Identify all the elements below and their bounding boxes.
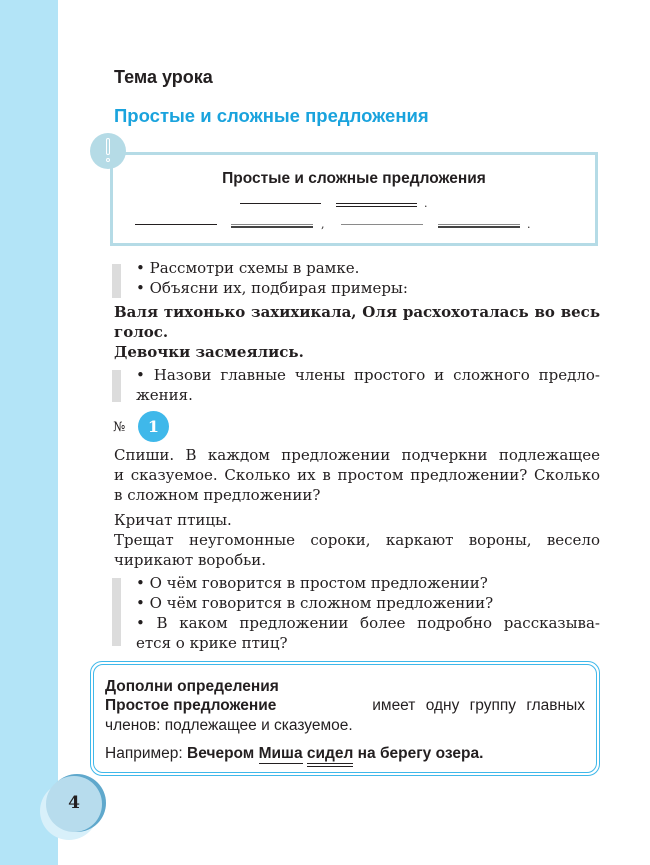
exercise-number-badge: 1 <box>138 411 169 442</box>
task-bullet: • Объясни их, подбирая примеры: <box>136 279 408 297</box>
example-word: Вечером <box>187 745 255 762</box>
exercise-sentence-2-line2: чирикают воробьи. <box>114 551 267 569</box>
scheme-comma: , <box>321 218 325 231</box>
task-marker-bar <box>112 578 121 646</box>
scheme-period: . <box>424 197 428 210</box>
definition-term: Простое предложение <box>105 697 277 714</box>
example-predicate: сидел <box>307 745 353 767</box>
scheme-subject-line <box>240 203 321 204</box>
topic-title: Простые и сложные предложения <box>114 105 429 126</box>
question-bullet-cont: ется о крике птиц? <box>136 634 288 652</box>
exercise-sentence-2-line1: Трещат неугомонные сороки, каркают вороны, весело <box>114 531 600 549</box>
task-marker-bar <box>112 264 121 298</box>
side-color-strip <box>0 0 58 865</box>
scheme-subject-line-3 <box>341 224 423 225</box>
example-sentence-2: Девочки засмеялись. <box>114 343 304 361</box>
scheme-predicate-line <box>336 203 417 207</box>
example-subject: Миша <box>258 745 303 762</box>
definition-line1 <box>105 696 585 716</box>
question-bullet: • О чём говорится в простом предложении? <box>136 574 488 592</box>
definition-title: Дополни определения <box>105 678 279 695</box>
scheme-subject-line-2 <box>135 224 217 225</box>
task-bullet: • Рассмотри схемы в рамке. <box>136 259 360 277</box>
example-rest: на берегу озера. <box>357 745 484 762</box>
exercise-instruction-line2: и сказуемое. Сколько их в простом предложении? Сколько <box>114 466 600 484</box>
question-bullet: • О чём говорится в сложном предложении? <box>136 594 494 612</box>
scheme-box <box>110 152 598 246</box>
task-bullet-cont: жения. <box>136 386 193 404</box>
scheme-predicate-line-2 <box>231 224 313 228</box>
exercise-instruction-line3: в сложном предложении? <box>114 486 321 504</box>
topic-label: Тема урока <box>114 67 213 87</box>
exercise-instruction-line1: Спиши. В каждом предложении подчеркни подлежащее <box>114 446 600 464</box>
task-marker-bar <box>112 370 121 402</box>
example-sentence-line1: Валя тихонько захихикала, Оля расхохоталась во весь <box>114 303 600 321</box>
exercise-sentence-1: Кричат птицы. <box>114 511 232 529</box>
exercise-number-sign: № <box>113 420 126 435</box>
task-bullet: • Назови главные члены простого и сложного предло- <box>136 366 600 384</box>
scheme-title: Простые и сложные предложения <box>222 170 486 187</box>
scheme-predicate-line-3 <box>438 224 520 228</box>
page-number: 4 <box>46 776 102 832</box>
definition-line2: членов: подлежащее и сказуемое. <box>105 717 353 734</box>
question-bullet: • В каком предложении более подробно рассказыва- <box>136 614 600 632</box>
definition-example <box>105 744 483 764</box>
scheme-period-2: . <box>527 218 531 231</box>
example-sentence-line2: голос. <box>114 323 169 341</box>
exclamation-icon <box>90 133 126 169</box>
example-label: Например: <box>105 745 183 762</box>
definition-rest: имеет одну группу главных <box>372 697 585 714</box>
